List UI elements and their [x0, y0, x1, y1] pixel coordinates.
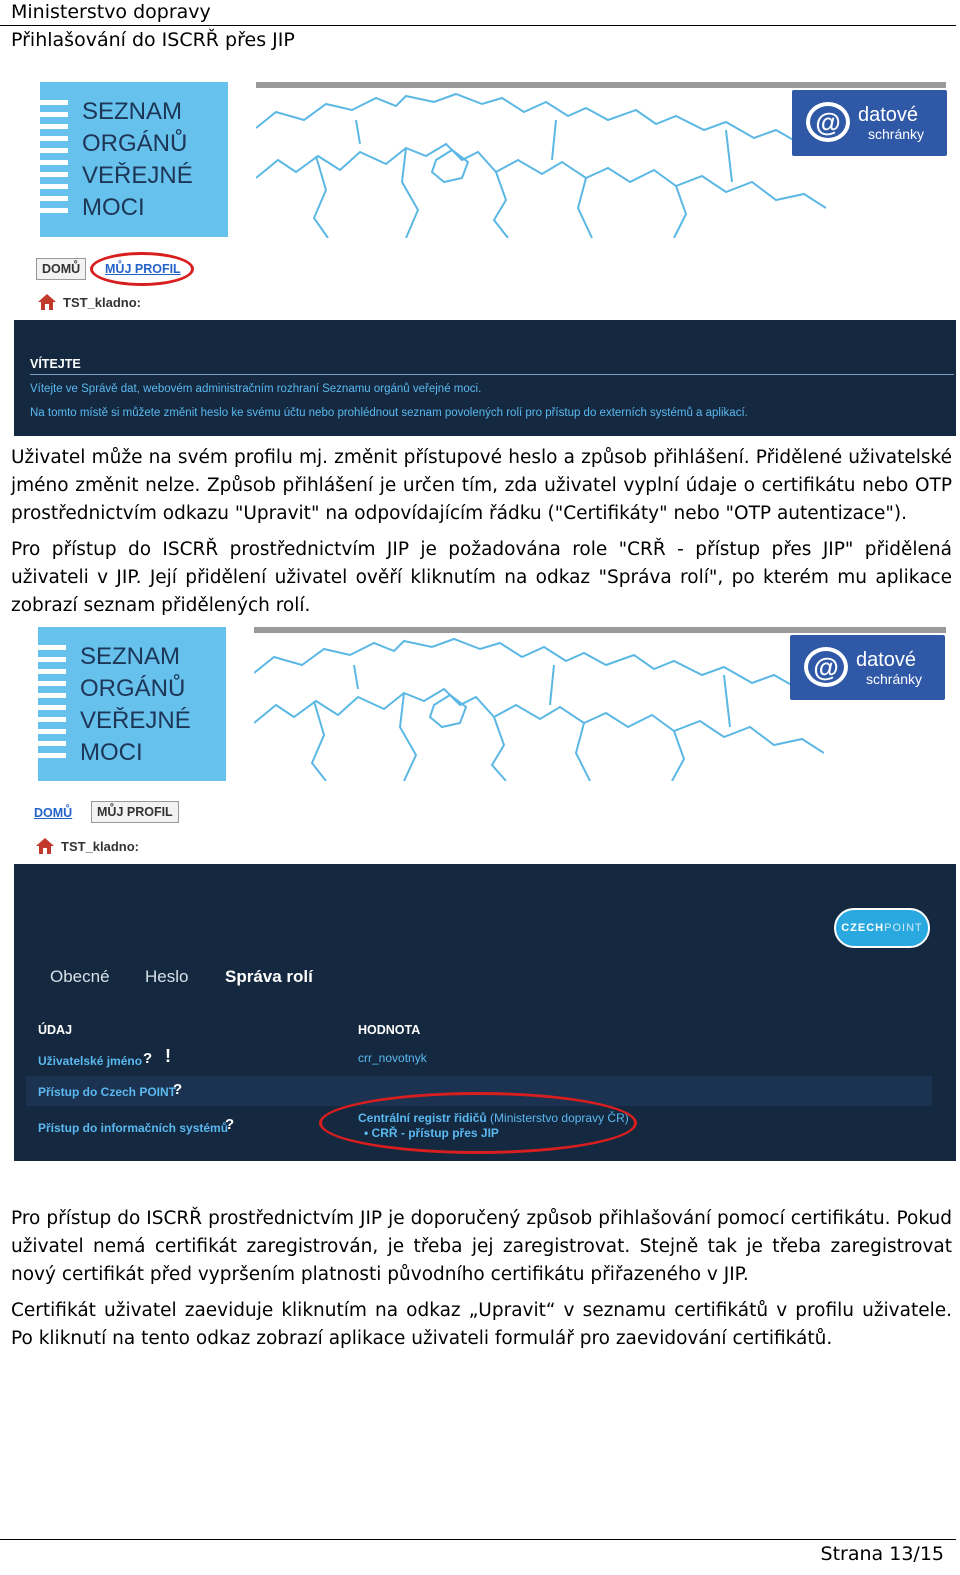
column-header-field: ÚDAJ: [38, 1023, 73, 1037]
nav-home-button[interactable]: DOMŮ: [36, 258, 86, 280]
seznam-organu-logo: [40, 82, 228, 237]
ds-word1: datové: [858, 104, 919, 126]
at-icon: @: [804, 647, 848, 687]
header-bar: [254, 627, 946, 633]
nav-my-profile-button[interactable]: MŮJ PROFIL: [91, 801, 179, 823]
help-icon[interactable]: ?: [173, 1081, 183, 1098]
seznam-organu-logo: [38, 627, 226, 781]
row-label-info-systems: Přístup do informačních systémů: [38, 1121, 229, 1135]
role-name: CRŘ - přístup přes JIP: [371, 1126, 499, 1140]
datove-schranky-logo[interactable]: [792, 90, 947, 156]
row-value-username: crr_novotnyk: [358, 1051, 427, 1065]
profile-panel: [14, 864, 956, 1161]
logo-line: MOCI: [80, 739, 143, 766]
tab-role-management[interactable]: Správa rolí: [225, 967, 313, 986]
header-title: Přihlašování do ISCRŘ přes JIP: [11, 29, 295, 51]
welcome-title: VÍTEJTE: [30, 357, 81, 371]
row-label-czech-point: Přístup do Czech POINT: [38, 1085, 177, 1099]
welcome-panel: [14, 320, 956, 436]
row-label-username: Uživatelské jméno: [38, 1054, 143, 1068]
user-line: [37, 293, 141, 311]
footer-divider: [0, 1539, 956, 1540]
highlight-oval: [319, 1092, 637, 1154]
highlight-oval: [90, 252, 194, 286]
tab-general[interactable]: Obecné: [50, 967, 110, 986]
logo-line: VEŘEJNÉ: [82, 162, 193, 189]
nav-home-link[interactable]: DOMŮ: [34, 806, 73, 820]
logo-line: SEZNAM: [80, 643, 181, 670]
help-icon[interactable]: ?: [143, 1050, 153, 1067]
nav-my-profile-link[interactable]: MŮJ PROFIL: [105, 262, 181, 276]
logo-line: SEZNAM: [82, 98, 183, 125]
welcome-text-2: Na tomto místě si můžete změnit heslo ke svému účtu nebo prohlédnout seznam povolených rolí pro přístup do externích systémů a aplikací.: [30, 407, 748, 419]
system-name: Centrální registr řidičů: [358, 1111, 487, 1125]
tab-password[interactable]: Heslo: [145, 967, 189, 986]
header-bar: [256, 82, 946, 88]
header-ministry: Ministerstvo dopravy: [11, 1, 211, 23]
header-divider: [0, 25, 956, 26]
paragraph-3: Pro přístup do ISCRŘ prostřednictvím JIP je doporučený způsob přihlašování pomocí certifikátu. Pokud uživatel nemá certifikát zaregistrován, je třeba jej zaregistrovat. Stejně tak je třeba zaregistrovat nový certifikát před vypršením platnosti původního certifikátu přiřazeného v JIP.: [11, 1208, 952, 1285]
datove-schranky-logo[interactable]: [790, 635, 945, 700]
column-header-value: HODNOTA: [358, 1023, 421, 1037]
czechpoint-b: POINT: [884, 922, 923, 934]
user-name: TST_kladno:: [63, 295, 142, 310]
welcome-text-1: Vítejte ve Správě dat, webovém administračním rozhraní Seznamu orgánů veřejné moci.: [30, 383, 482, 395]
at-icon: @: [806, 102, 850, 142]
logo-line: VEŘEJNÉ: [80, 707, 191, 734]
czechpoint-logo[interactable]: [834, 908, 930, 948]
czechpoint-a: CZECH: [841, 922, 885, 934]
welcome-divider: [30, 374, 954, 375]
row-value-role: • CRŘ - přístup přes JIP: [364, 1126, 499, 1140]
help-icon[interactable]: ?: [225, 1116, 235, 1133]
ds-word2: schránky: [868, 126, 925, 142]
logo-line: ORGÁNŮ: [82, 130, 188, 157]
czech-map-graphic: [254, 635, 824, 781]
home-icon: [37, 293, 57, 311]
ds-word2: schránky: [866, 671, 923, 687]
logo-line: MOCI: [82, 194, 145, 221]
paragraph-1: Uživatel může na svém profilu mj. změnit přístupové heslo a způsob přihlášení. Přidělené uživatelské jméno změnit nelze. Způsob přihlášení je určen tím, zda uživatel vyplní údaje o certifikátu nebo OTP prostřednictvím odkazu "Upravit" na odpovídajícím řádku ("Certifikáty" nebo "OTP autentizace").: [11, 447, 952, 524]
paragraph-2: Pro přístup do ISCRŘ prostřednictvím JIP je požadována role "CRŘ - přístup přes JIP" přidělená uživateli v JIP. Její přidělení uživatel ověří kliknutím na odkaz "Správa rolí", po kterém mu aplikace zobrazí seznam přidělených rolí.: [11, 539, 952, 616]
warning-icon: !: [165, 1046, 171, 1066]
ds-word1: datové: [856, 649, 917, 671]
page-number: Strana 13/15: [820, 1543, 944, 1565]
czech-map-graphic: [256, 90, 826, 238]
home-icon: [35, 837, 55, 855]
logo-line: ORGÁNŮ: [80, 675, 186, 702]
user-line: [35, 837, 139, 855]
system-owner: (Ministerstvo dopravy ČR): [490, 1111, 629, 1125]
paragraph-4: Certifikát uživatel zaeviduje kliknutím na odkaz „Upravit“ v seznamu certifikátů v profilu uživatele. Po kliknutí na tento odkaz zobrazí aplikace uživateli formulář pro zaevidování certifikátů.: [11, 1300, 952, 1349]
user-name: TST_kladno:: [61, 839, 140, 854]
